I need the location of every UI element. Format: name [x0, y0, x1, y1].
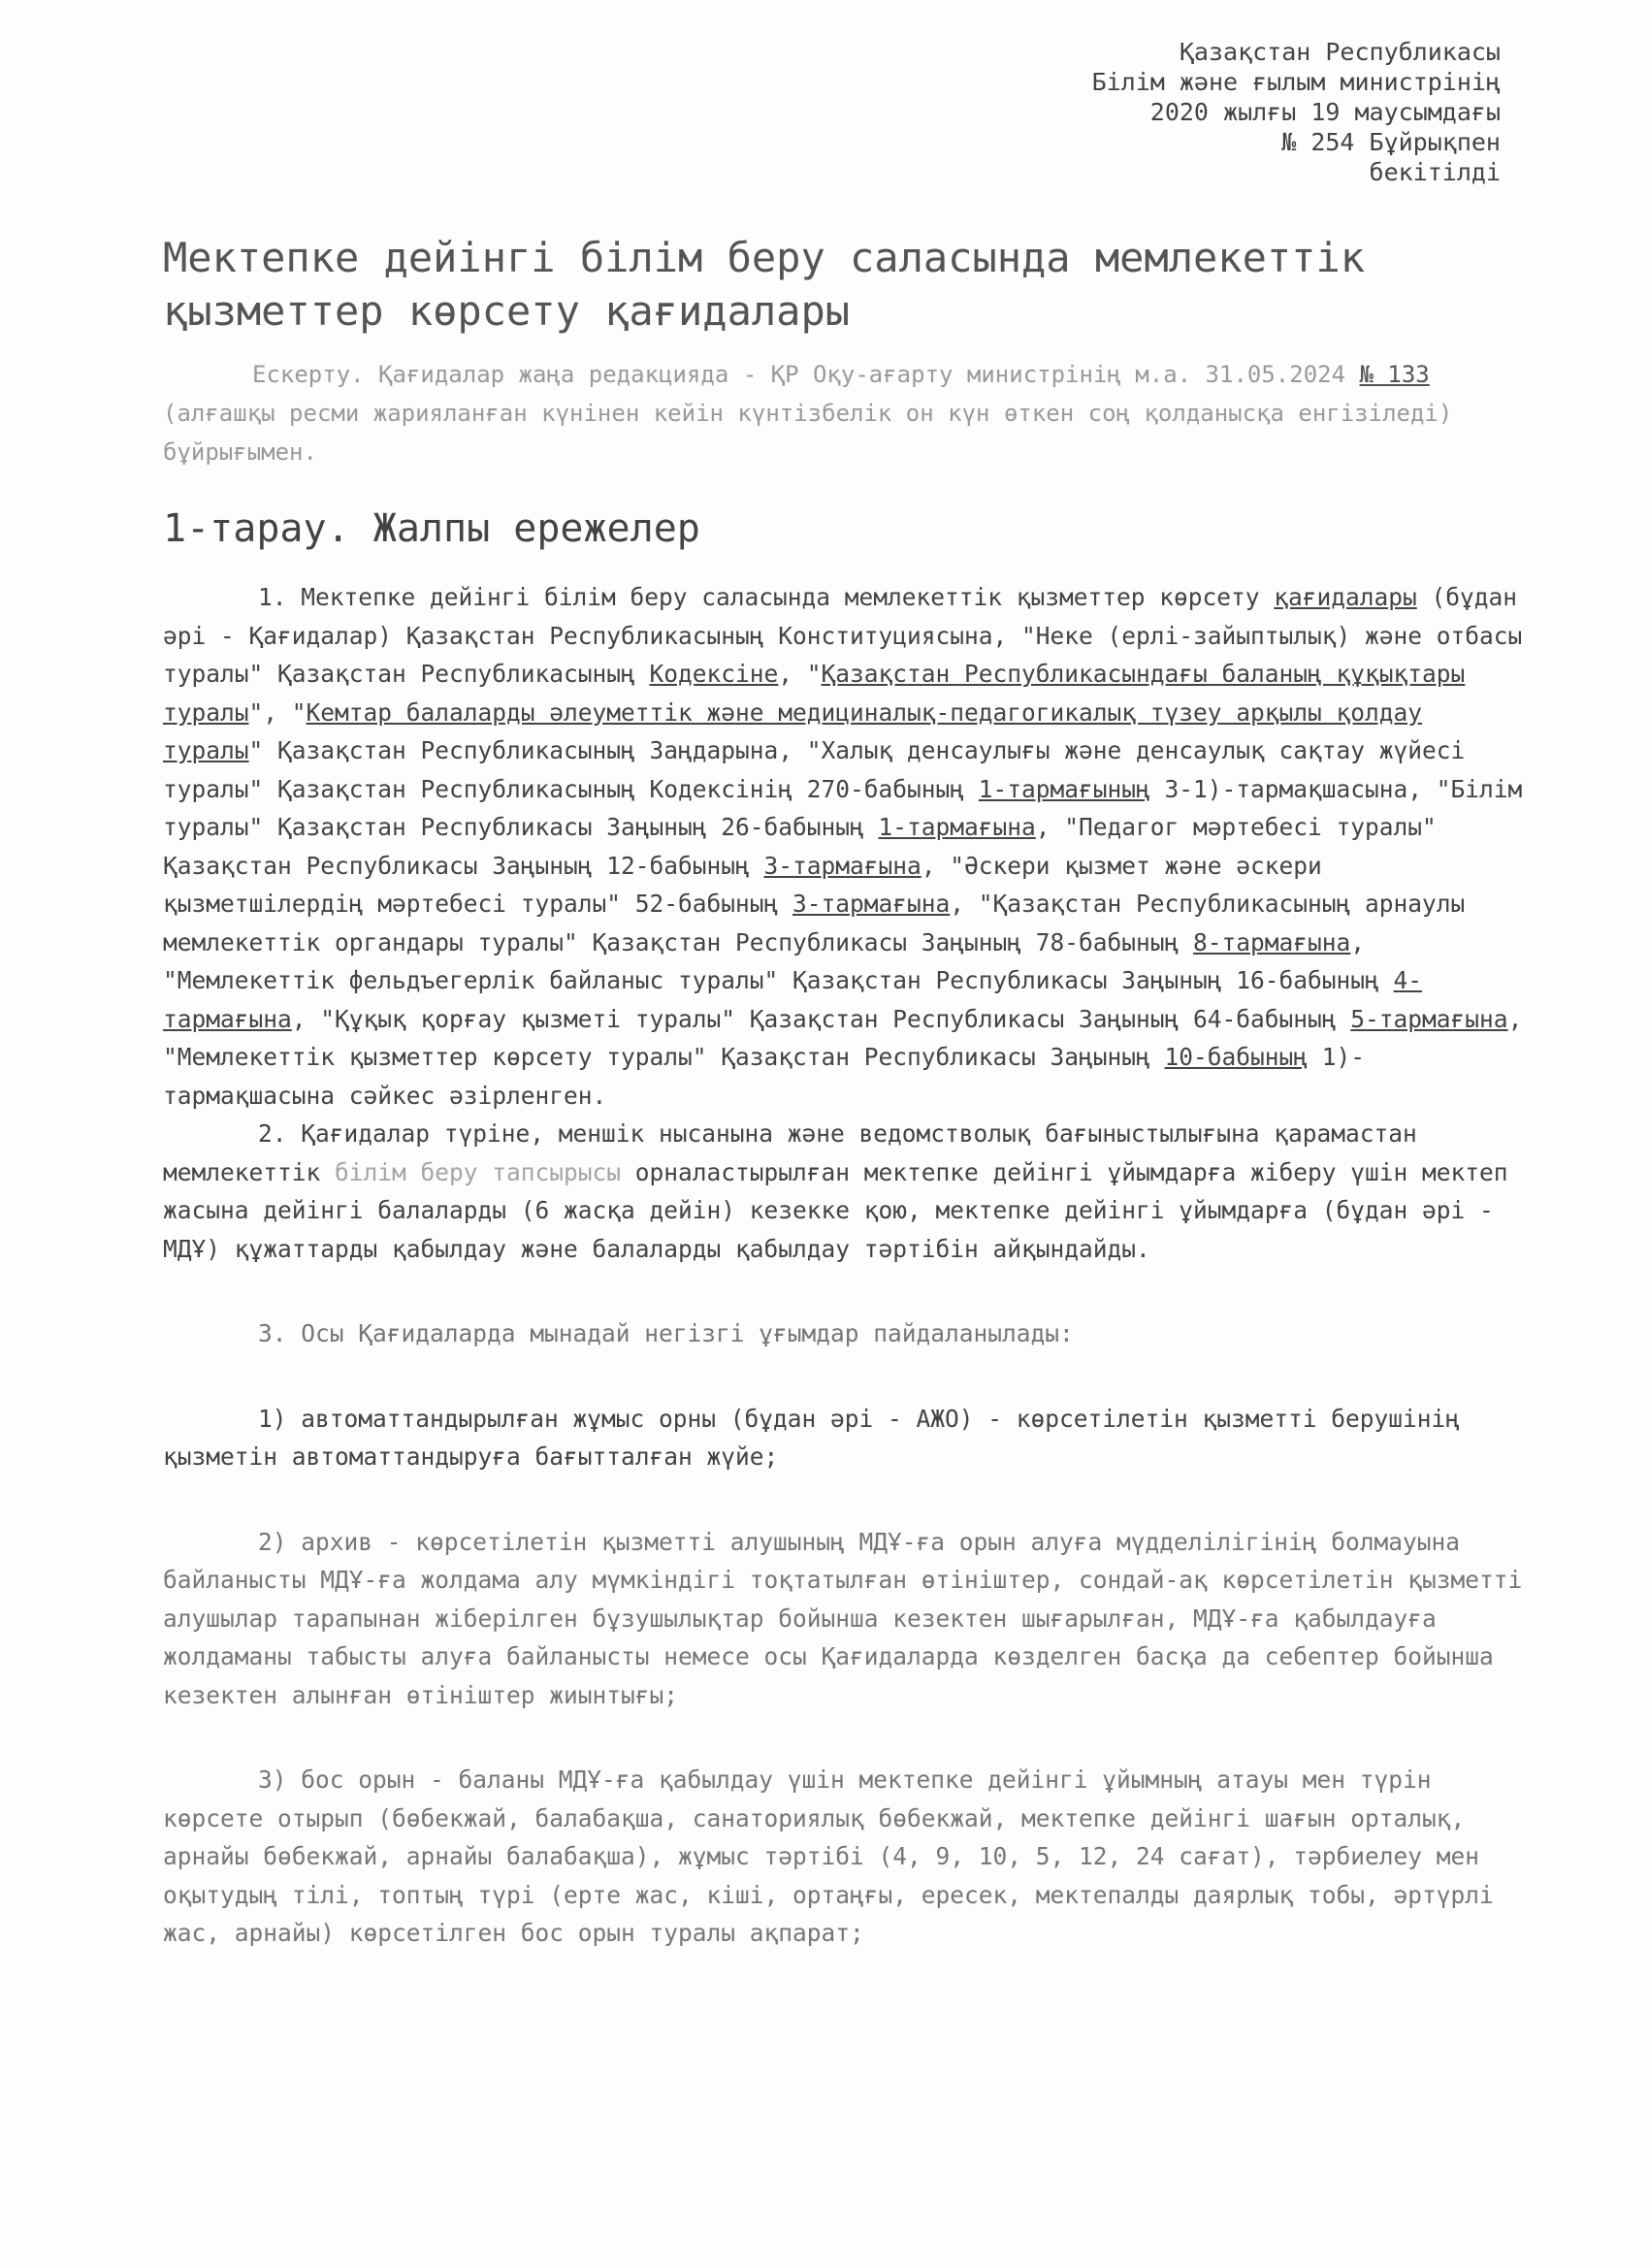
- note-text: Ескерту. Қағидалар жаңа редакцияда - ҚР Оқу-ағарту министрінің м.а. 31.05.2024: [252, 361, 1360, 388]
- approval-line: бекітілді: [1369, 158, 1501, 186]
- approval-line: № 254 Бұйрықпен: [1281, 128, 1501, 156]
- approval-line: 2020 жылғы 19 маусымдағы: [1149, 98, 1501, 126]
- definition-2: 2) архив - көрсетілетін қызметті алушының МДҰ-ға орын алуға мүдделілігінің болмауына байланысты МДҰ-ға жолдама алу мүмкіндігі тоқтатылған өтініштер, сондай-ақ көрсетілетін қызметті алушылар тарапынан жіберілген бұзушылықтар бойынша кезектен шығарылған, МДҰ-ға қабылдауға жолдаманы табысты алуға байланысты немесе осы Қағидаларда көзделген басқа да себептер бойынша кезектен алынған өтініштер жиынтығы;: [163, 1527, 1523, 1709]
- rules-link[interactable]: қағидалары: [1274, 583, 1417, 611]
- document-body: [163, 578, 1533, 1953]
- child-rights-law-link[interactable]: Қазақстан Республикасындағы баланың құқықтары туралы: [163, 660, 1466, 727]
- text: , ": [778, 660, 822, 688]
- approval-line: Қазақстан Республикасы: [1179, 38, 1501, 66]
- paragraph-2: [163, 1115, 1533, 1268]
- article-link[interactable]: 3-тармағына: [763, 851, 922, 880]
- paragraph-1: [163, 578, 1533, 1115]
- article-link[interactable]: 8-тармағына: [1193, 927, 1351, 956]
- definition-3: 3) бос орын - баланы МДҰ-ға қабылдау үшін мектепке дейінгі ұйымның атауы мен түрін көрсете отырып (бөбекжай, балабақша, санаториялық бөбекжай, мектепке дейінгі шағын орталық, арнайы бөбекжай, арнайы балабақша), жұмыс тәртібі (4, 9, 10, 5, 12, 24 сағат), тәрбиелеу мен оқытудың тілі, топтың түрі (ерте жас, кіші, ортаңғы, ересек, мектепалды даярлық тобы, әртүрлі жас, арнайы) көрсетілген бос орын туралы ақпарат;: [163, 1766, 1494, 1947]
- text: , "Құқық қорғау қызметі туралы" Қазақстан Республикасы Заңының 64-бабының: [291, 1004, 1351, 1033]
- document-title: Мектепке дейінгі білім беру саласында мемлекеттік қызметтер көрсету қағидалары: [163, 234, 1366, 335]
- text: , "Педагог мәртебесі туралы" Қазақстан Республикасы Заңының 12-бабының: [163, 813, 1437, 880]
- paragraph-3: 3. Осы Қағидаларда мынадай негізгі ұғымдар пайдаланылады:: [258, 1319, 1074, 1347]
- text: ", ": [248, 697, 307, 727]
- text: 2. Қағидалар түріне, меншік нысанына және ведомстволық бағыныстылығына қарамастан мемлекеттік: [163, 1119, 1417, 1186]
- code-link[interactable]: Кодексіне: [649, 660, 779, 688]
- text: білім беру тапсырысы: [335, 1157, 622, 1186]
- article-link[interactable]: 3-тармағына: [792, 890, 951, 918]
- definition-1: 1) автоматтандырылған жұмыс орны (бұдан әрі - АЖО) - көрсетілетін қызметті берушінің қызметін автоматтандыруға бағытталған жүйе;: [163, 1404, 1461, 1471]
- article-link[interactable]: 10-бабының: [1164, 1043, 1309, 1071]
- approval-line: Білім және ғылым министрінің: [1091, 68, 1501, 96]
- text: , "Әскери қызмет және әскери қызметшілердің мәртебесі туралы" 52-бабының: [163, 851, 1322, 918]
- text: орналастырылған мектепке дейінгі ұйымдарға жіберу үшін мектеп жасына дейінгі балаларды (6 жасқа дейін) кезекке қою, мектепке дейінгі ұйымдарға (бұдан әрі - МДҰ) құжаттарды қабылдау және балаларды қабылдау тәртібін айқындайды.: [163, 1157, 1508, 1263]
- text: 3-1)-тармақшасына, "Білім туралы" Қазақстан Республикасы Заңының 26-бабының: [163, 774, 1523, 841]
- text: (бұдан әрі - Қағидалар) Қазақстан Республикасының Конституциясына, "Неке (ерлі-зайыптылық) және отбасы туралы" Қазақстан Республикасының: [163, 583, 1523, 688]
- approval-stamp-block: [1092, 37, 1501, 187]
- text: 1)-тармақшасына сәйкес әзірленген.: [163, 1043, 1366, 1110]
- text: , "Қазақстан Республикасының арнаулы мемлекеттік органдары туралы" Қазақстан Республикасы Заңының 78-бабының: [163, 890, 1466, 956]
- article-link[interactable]: 1-тармағына: [878, 813, 1036, 841]
- note-text: (алғашқы ресми жарияланған күнінен кейін күнтізбелік он күн өткен соң қолданысқа енгізіледі) бұйрығымен.: [163, 400, 1453, 466]
- article-link[interactable]: 5-тармағына: [1350, 1004, 1508, 1033]
- order-link[interactable]: № 133: [1359, 361, 1430, 388]
- text: " Қазақстан Республикасының Заңдарына, "Халық денсаулығы және денсаулық сақтау жүйесі туралы" Қазақстан Республикасының Кодексінің 270-бабының: [163, 736, 1466, 803]
- text: 1. Мектепке дейінгі білім беру саласында мемлекеттік қызметтер көрсету: [258, 583, 1275, 611]
- article-link[interactable]: 4-тармағына: [163, 966, 1423, 1033]
- article-link[interactable]: 1-тармағының: [978, 774, 1150, 803]
- text: , "Мемлекеттік фельдъегерлік байланыс туралы" Қазақстан Республикасы Заңының 16-бабының: [163, 927, 1394, 994]
- amendment-note: [163, 355, 1531, 471]
- chapter-heading: 1-тарау. Жалпы ережелер: [163, 506, 700, 551]
- disabled-children-law-link[interactable]: Кемтар балаларды әлеуметтік және медициналық-педагогикалық түзеу арқылы қолдау туралы: [163, 697, 1423, 764]
- text: , "Мемлекеттік қызметтер көрсету туралы" Қазақстан Республикасы Заңының: [163, 1004, 1523, 1071]
